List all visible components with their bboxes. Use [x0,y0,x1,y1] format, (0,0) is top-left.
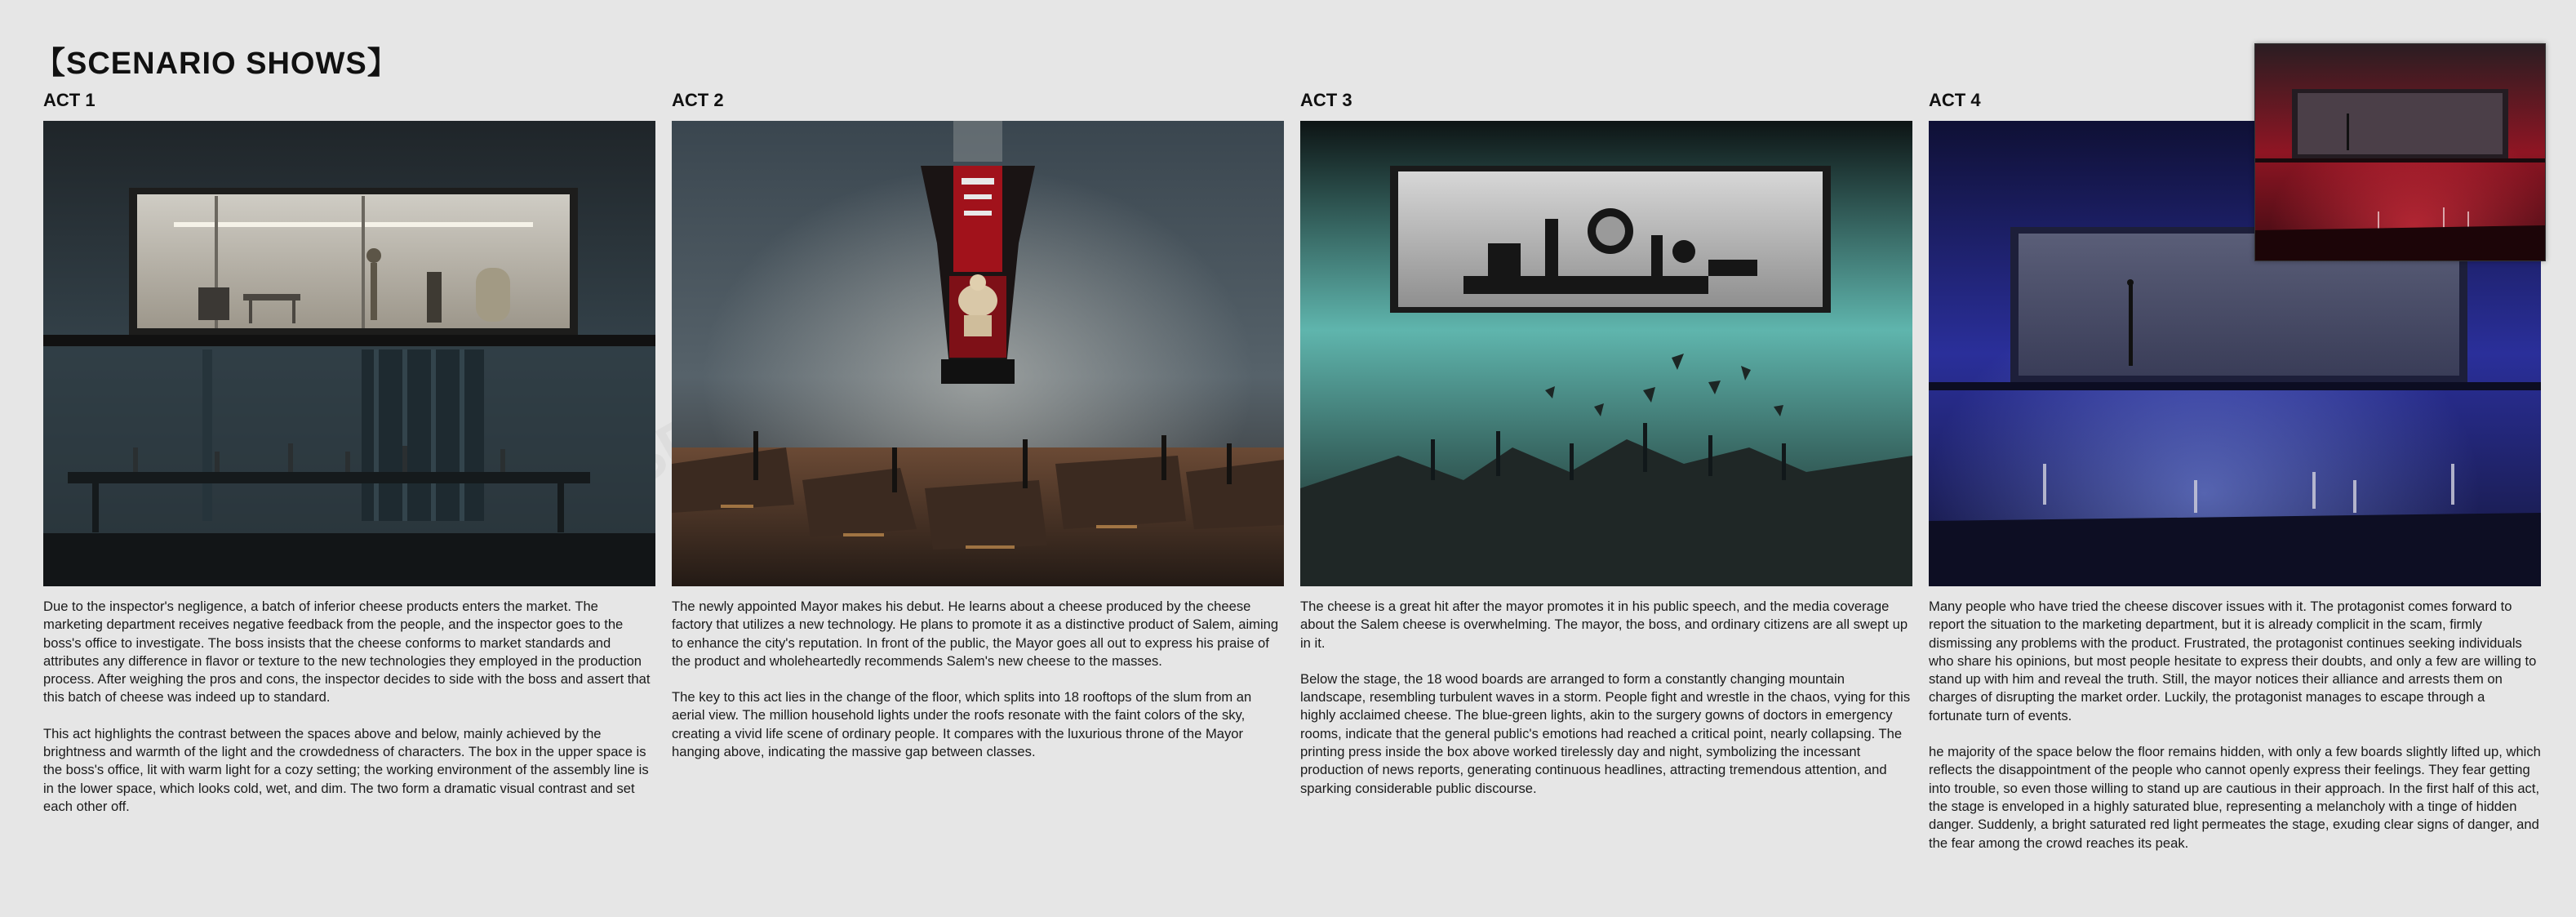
act-2-stage-image [672,121,1284,586]
act-paragraph: The key to this act lies in the change of the floor, which splits into 18 rooftops of the slum from an aerial view. The million household lights under the roofs resonate with the faint colors of the sky, creating a vivid life scene of ordinary people. It compares with the luxurious throne of the Mayor hanging above, indicating the massive gap between classes. [672,689,1252,760]
act-description [43,598,655,816]
act-label: ACT 2 [672,90,724,110]
act-paragraph: Many people who have tried the cheese discover issues with it. The protagonist comes forward to report the situation to the marketing department, but it is already complicit in the scam, firmly dismissing any problems with the product. Frustrated, the protagonist continues seeking individuals who share his opinions, but most people hesitate to express their doubts, and only a few are willing to stand up with him and reveal the truth. Still, the mayor notices their alliance and arrests them on charges of disrupting the market order. Luckily, the protagonist manages to escape through a fortunate turn of events. [1929,599,2537,723]
act-3-stage-image [1300,121,1912,586]
act-1-stage-image [43,121,655,586]
act-label: ACT 4 [1929,90,1981,110]
act-paragraph: he majority of the space below the floor remains hidden, with only a few boards slightly lifted up, which reflects the disappointment of the people who cannot openly express their feelings. They fear getting into trouble, so even those willing to stand up are cautious in their approach. In the first half of this act, the stage is enveloped in a highly saturated blue, representing a melancholy with a tinge of hidden danger. Suddenly, a bright saturated red light permeates the stage, exuding clear signs of danger, and the fear among the crowd reaches its peak. [1929,744,2541,851]
act-4-red-inset-image [2254,43,2546,261]
act-1-panel [43,88,655,834]
act-paragraph: Below the stage, the 18 wood boards are arranged to form a constantly changing mountain landscape, resembling turbulent waves in a storm. People fight and wrestle in the chaos, vying for this highly acclaimed cheese. The blue-green lights, akin to the surgery gowns of doctors in emergency rooms, indicate that the general public's emotions had reached a critical point, nearly collapsing. The printing press inside the box above worked tirelessly day and night, symbolizing the incessant production of news reports, generating continuous headlines, attracting tremendous attention, and sparking considerable public discourse. [1300,670,1911,796]
act-paragraph: This act highlights the contrast between the spaces above and below, mainly achieved by the brightness and warmth of the light and the crowdedness of characters. The box in the upper space is the boss's office, lit with warm light for a cozy setting; the working environment of the assembly line is in the lower space, which looks cold, wet, and dim. The two form a dramatic visual contrast and set each other off. [43,725,649,814]
act-paragraph: Due to the inspector's negligence, a batch of inferior cheese products enters the market. The marketing department receives negative feedback from the people, and the inspector goes to the boss's office to investigate. The boss insists that the cheese conforms to market standards and attributes any difference in flavor or texture to the new technologies they employed in the production process. After weighing the pros and cons, the inspector decides to side with the boss and assert that this batch of cheese was indeed up to standard. [43,599,651,706]
act-description [1300,598,1912,798]
act-label: ACT 1 [43,90,95,110]
page-title: 【SCENARIO SHOWS】 [34,47,399,81]
act-label: ACT 3 [1300,90,1352,110]
act-3-panel [1300,88,1912,816]
act-paragraph: The cheese is a great hit after the mayor promotes it in his public speech, and the media coverage about the Salem cheese is overwhelming. The mayor, the boss, and ordinary citizens are all swept up in it. [1300,599,1908,651]
act-description [672,598,1284,761]
act-paragraph: The newly appointed Mayor makes his debut. He learns about a cheese produced by the cheese factory that utilizes a new technology. He plans to promote it as a distinctive product of Salem, aiming to enhance the city's reputation. In front of the public, the Mayor goes all out to express his praise of the product and wholeheartedly recommends Salem's new cheese to the masses. [672,599,1279,669]
act-description [1929,598,2541,852]
act-2-panel [672,88,1284,779]
